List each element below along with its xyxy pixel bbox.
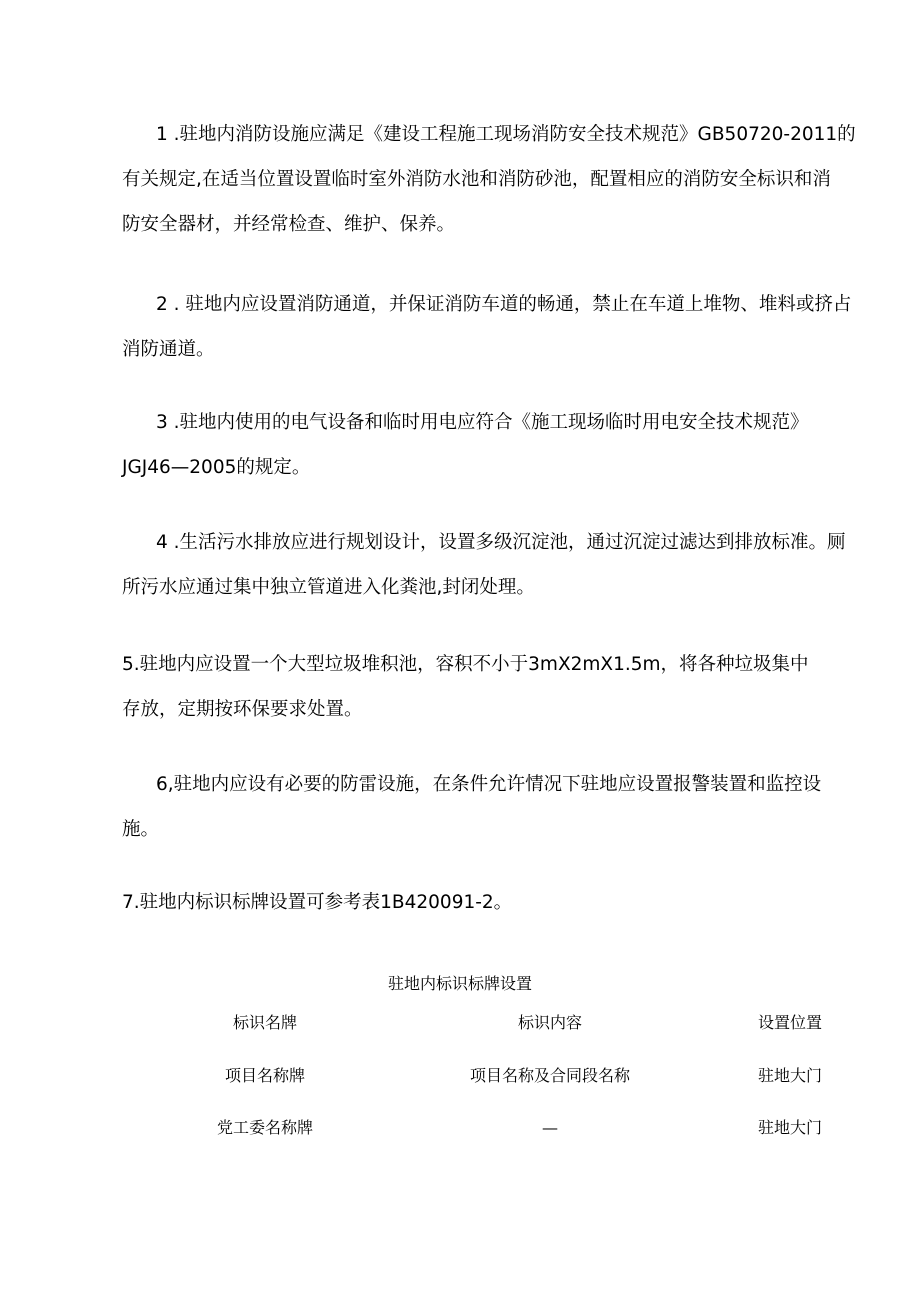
paragraph-4 <box>122 520 912 610</box>
paragraph-5 <box>122 642 912 732</box>
table-cell: — <box>542 1118 558 1137</box>
table-row <box>0 1063 920 1089</box>
table-cell: 驻地大门 <box>757 1066 822 1085</box>
paragraph-line: 2 . 驻地内应设置消防通道，并保证消防车道的畅通，禁止在车道上堆物、堆料或挤占 <box>156 294 852 315</box>
paragraph-line: 存放，定期按环保要求处置。 <box>122 699 363 720</box>
paragraph-line: 所污水应通过集中独立管道进入化粪池,封闭处理。 <box>122 577 535 598</box>
table-header-cell: 标识内容 <box>517 1013 582 1032</box>
paragraph-line: 7.驻地内标识标牌设置可参考表1B420091-2。 <box>122 892 513 913</box>
table-cell: 驻地大门 <box>757 1118 822 1137</box>
paragraph-line: 6,驻地内应设有必要的防雷设施，在条件允许情况下驻地应设置报警装置和监控设 <box>156 774 822 795</box>
paragraph-line: 消防通道。 <box>122 339 215 360</box>
paragraph-line: 1 .驻地内消防设施应满足《建设工程施工现场消防安全技术规范》GB50720-2011的 <box>156 124 856 145</box>
paragraph-6 <box>122 762 912 852</box>
table-row <box>0 1115 920 1141</box>
table-cell: 项目名称牌 <box>224 1066 305 1085</box>
paragraph-line: 5.驻地内应设置一个大型垃圾堆积池，容积不小于3mX2mX1.5m，将各种垃圾集中 <box>122 654 809 675</box>
paragraph-line: 4 .生活污水排放应进行规划设计，设置多级沉淀池，通过沉淀过滤达到排放标准。厕 <box>156 532 846 553</box>
paragraph-line: 3 .驻地内使用的电气设备和临时用电应符合《施工现场临时用电安全技术规范》 <box>156 412 809 433</box>
table-header-row <box>0 1010 920 1036</box>
paragraph-line: 有关规定,在适当位置设置临时室外消防水池和消防砂池，配置相应的消防安全标识和消 <box>122 169 831 190</box>
table-header-cell: 设置位置 <box>757 1013 822 1032</box>
table-cell: 党工委名称牌 <box>216 1118 313 1137</box>
table-caption: 驻地内标识标牌设置 <box>387 974 532 993</box>
paragraph-line: 施。 <box>122 819 160 840</box>
paragraph-3 <box>122 400 912 490</box>
paragraph-line: JGJ46—2005的规定。 <box>122 457 311 478</box>
paragraph-line: 防安全器材，并经常检查、维护、保养。 <box>122 214 456 235</box>
table-cell: 项目名称及合同段名称 <box>469 1066 630 1085</box>
paragraph-2 <box>122 282 912 372</box>
table-header-cell: 标识名牌 <box>232 1013 297 1032</box>
paragraph-7 <box>122 880 912 925</box>
paragraph-1 <box>122 112 912 247</box>
